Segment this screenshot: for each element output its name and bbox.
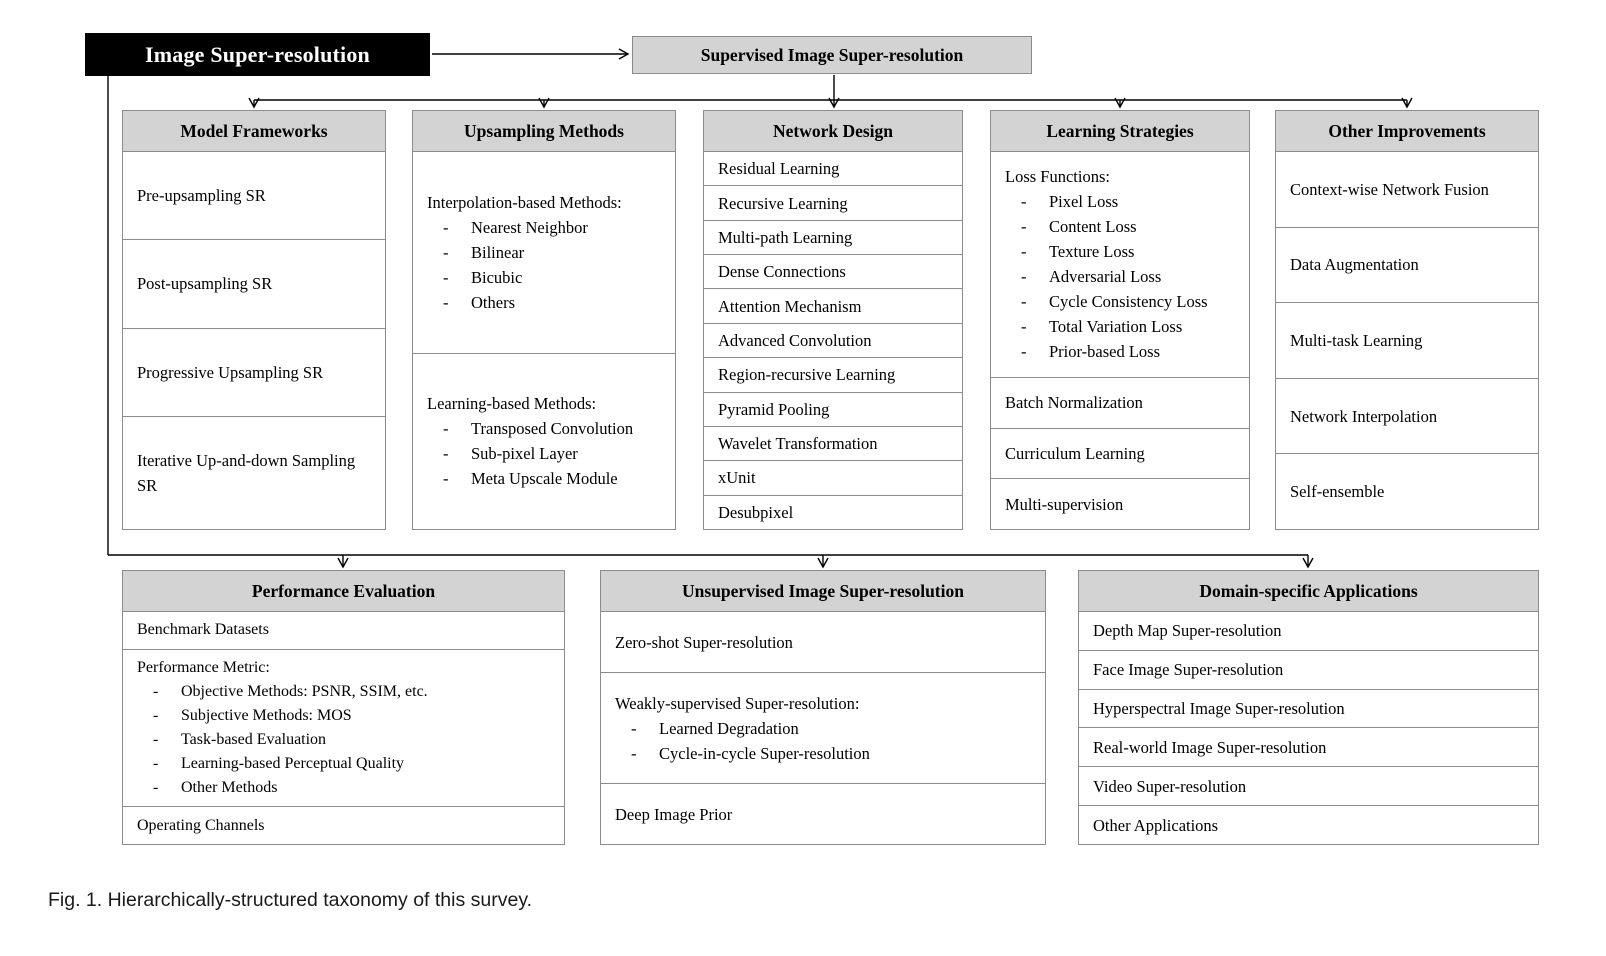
taxonomy-cell: [1276, 378, 1538, 454]
column-header: Other Improvements: [1276, 111, 1538, 152]
taxonomy-cell: [1276, 227, 1538, 303]
taxonomy-cell: [1276, 453, 1538, 529]
node-supervised-image-super-resolution: [632, 36, 1032, 74]
bullet-item: [1005, 339, 1237, 364]
cell-label: Multi-path Learning: [718, 227, 853, 247]
taxonomy-cell: [704, 152, 962, 185]
bullet-item: [427, 466, 663, 491]
bullet-label: Task-based Evaluation: [181, 731, 327, 748]
cell-label: Iterative Up-and-down Sampling SR: [137, 450, 356, 495]
bullet-item: [615, 716, 1033, 741]
taxonomy-cell: [704, 392, 962, 426]
cell-label: Context-wise Network Fusion: [1290, 179, 1489, 199]
taxonomy-cell: [1276, 302, 1538, 378]
cell-label: Operating Channels: [137, 816, 265, 834]
column-header: Model Frameworks: [123, 111, 385, 152]
bullet-label: Sub-pixel Layer: [471, 444, 578, 464]
cell-label: Real-world Image Super-resolution: [1093, 737, 1327, 757]
cell-label: Other Applications: [1093, 815, 1219, 835]
cell-label: Depth Map Super-resolution: [1093, 621, 1282, 641]
cell-label: Interpolation-based Methods:: [427, 192, 622, 212]
bullet-item: [1005, 214, 1237, 239]
taxonomy-cell: [123, 612, 564, 649]
cell-label: Curriculum Learning: [1005, 443, 1145, 463]
cell-label: Self-ensemble: [1290, 482, 1385, 502]
taxonomy-cell: [704, 254, 962, 288]
cell-label: Data Augmentation: [1290, 255, 1419, 275]
figure-caption: Fig. 1. Hierarchically-structured taxonomy of this survey.: [48, 889, 533, 911]
cell-label: Advanced Convolution: [718, 330, 872, 350]
section-performance-evaluation: [122, 570, 565, 845]
bullet-item: [1005, 189, 1237, 214]
taxonomy-cell: [123, 328, 385, 416]
bullet-label: Prior-based Loss: [1049, 342, 1161, 362]
taxonomy-cell: [601, 612, 1045, 672]
taxonomy-cell: [123, 806, 564, 844]
cell-label: Progressive Upsampling SR: [137, 362, 324, 382]
section-header: Unsupervised Image Super-resolution: [601, 571, 1045, 612]
bullet-label: Pixel Loss: [1049, 192, 1119, 212]
supervised-node-label: Supervised Image Super-resolution: [700, 44, 964, 65]
section-header: Domain-specific Applications: [1079, 571, 1538, 612]
bullet-label: Texture Loss: [1049, 242, 1135, 262]
cell-label: Pyramid Pooling: [718, 399, 830, 419]
cell-label: Attention Mechanism: [718, 296, 862, 316]
taxonomy-cell: [704, 288, 962, 322]
column-header: Upsampling Methods: [413, 111, 675, 152]
taxonomy-cell: [1079, 650, 1538, 689]
section-domain-specific-applications: [1078, 570, 1539, 845]
bullet-label: Content Loss: [1049, 217, 1137, 237]
column-other-improvements: [1275, 110, 1539, 530]
bullet-label: Adversarial Loss: [1049, 267, 1162, 287]
cell-label: Performance Metric:: [137, 659, 270, 676]
taxonomy-cell: [601, 783, 1045, 844]
taxonomy-cell: [704, 426, 962, 460]
bullet-item: [1005, 289, 1237, 314]
cell-label: Face Image Super-resolution: [1093, 660, 1284, 680]
cell-label: Deep Image Prior: [615, 804, 733, 824]
cell-label: Wavelet Transformation: [718, 434, 878, 454]
bullet-item: [137, 752, 552, 776]
taxonomy-cell: [704, 185, 962, 219]
bullet-label: Cycle-in-cycle Super-resolution: [659, 743, 870, 763]
bullet-item: [1005, 314, 1237, 339]
taxonomy-cell: [991, 377, 1249, 428]
taxonomy-cell: [991, 428, 1249, 479]
bullet-item: [1005, 239, 1237, 264]
cell-label: Video Super-resolution: [1093, 776, 1247, 796]
root-node-image-super-resolution: [85, 33, 430, 76]
column-model-frameworks: [122, 110, 386, 530]
cell-label: Desubpixel: [718, 502, 794, 522]
cell-label: Loss Functions:: [1005, 167, 1110, 187]
bullet-label: Subjective Methods: MOS: [181, 707, 352, 724]
section-body: [1079, 612, 1538, 844]
bullet-label: Learned Degradation: [659, 718, 799, 738]
cell-label: Dense Connections: [718, 262, 846, 282]
cell-label: Benchmark Datasets: [137, 621, 269, 639]
bullet-label: Bicubic: [471, 267, 523, 287]
taxonomy-cell: [704, 323, 962, 357]
bullet-label: Nearest Neighbor: [471, 217, 588, 237]
bullet-item: [427, 416, 663, 441]
taxonomy-cell: [1079, 689, 1538, 728]
cell-label: Zero-shot Super-resolution: [615, 632, 793, 652]
cell-label: Weakly-supervised Super-resolution:: [615, 693, 860, 713]
column-learning-strategies: [990, 110, 1250, 530]
column-header: Network Design: [704, 111, 962, 152]
column-body: [413, 152, 675, 529]
bullet-item: [427, 215, 663, 240]
section-unsupervised-image-super-resolution: [600, 570, 1046, 845]
bullet-item: [427, 265, 663, 290]
bullet-label: Learning-based Perceptual Quality: [181, 755, 405, 772]
taxonomy-cell: [1079, 612, 1538, 650]
bullet-item: [615, 741, 1033, 766]
column-body: [704, 152, 962, 529]
bullet-item: [137, 680, 552, 704]
taxonomy-cell: [1079, 805, 1538, 844]
bullet-label: Total Variation Loss: [1049, 317, 1183, 337]
cell-label: Post-upsampling SR: [137, 274, 273, 294]
bullet-label: Others: [471, 292, 515, 312]
taxonomy-cell: [704, 460, 962, 494]
taxonomy-cell: [123, 649, 564, 807]
bullet-item: [137, 776, 552, 800]
taxonomy-cell: [123, 239, 385, 327]
taxonomy-cell: [991, 478, 1249, 529]
bullet-label: Transposed Convolution: [471, 419, 634, 439]
bullet-label: Bilinear: [471, 242, 525, 262]
taxonomy-cell: [413, 152, 675, 353]
column-body: [1276, 152, 1538, 529]
bullet-item: [137, 704, 552, 728]
taxonomy-cell: [704, 220, 962, 254]
bullet-item: [427, 441, 663, 466]
column-network-design: [703, 110, 963, 530]
taxonomy-cell: [1079, 727, 1538, 766]
taxonomy-cell: [991, 152, 1249, 377]
section-header: Performance Evaluation: [123, 571, 564, 612]
bullet-label: Meta Upscale Module: [471, 469, 618, 489]
cell-label: Recursive Learning: [718, 193, 848, 213]
cell-label: Learning-based Methods:: [427, 394, 597, 414]
column-body: [991, 152, 1249, 529]
taxonomy-cell: [1079, 766, 1538, 805]
bullet-label: Objective Methods: PSNR, SSIM, etc.: [181, 683, 428, 700]
cell-label: Network Interpolation: [1290, 406, 1438, 426]
taxonomy-cell: [704, 357, 962, 391]
root-node-label: Image Super-resolution: [144, 41, 370, 67]
cell-label: xUnit: [718, 468, 756, 488]
bullet-label: Cycle Consistency Loss: [1049, 292, 1208, 312]
taxonomy-cell: [704, 495, 962, 529]
taxonomy-cell: [1276, 152, 1538, 227]
column-upsampling-methods: [412, 110, 676, 530]
bullet-label: Other Methods: [181, 779, 278, 796]
section-body: [123, 612, 564, 844]
cell-label: Residual Learning: [718, 159, 840, 179]
cell-label: Batch Normalization: [1005, 393, 1143, 413]
taxonomy-cell: [413, 353, 675, 530]
bullet-item: [427, 290, 663, 315]
cell-label: Region-recursive Learning: [718, 365, 896, 385]
bullet-item: [427, 240, 663, 265]
cell-label: Multi-task Learning: [1290, 330, 1423, 350]
bullet-item: [137, 728, 552, 752]
cell-label: Pre-upsampling SR: [137, 186, 266, 206]
taxonomy-cell: [601, 672, 1045, 783]
taxonomy-cell: [123, 416, 385, 529]
cell-label: Multi-supervision: [1005, 494, 1124, 514]
cell-label: Hyperspectral Image Super-resolution: [1093, 699, 1345, 719]
section-body: [601, 612, 1045, 844]
column-header: Learning Strategies: [991, 111, 1249, 152]
taxonomy-cell: [123, 152, 385, 239]
column-body: [123, 152, 385, 529]
bullet-item: [1005, 264, 1237, 289]
